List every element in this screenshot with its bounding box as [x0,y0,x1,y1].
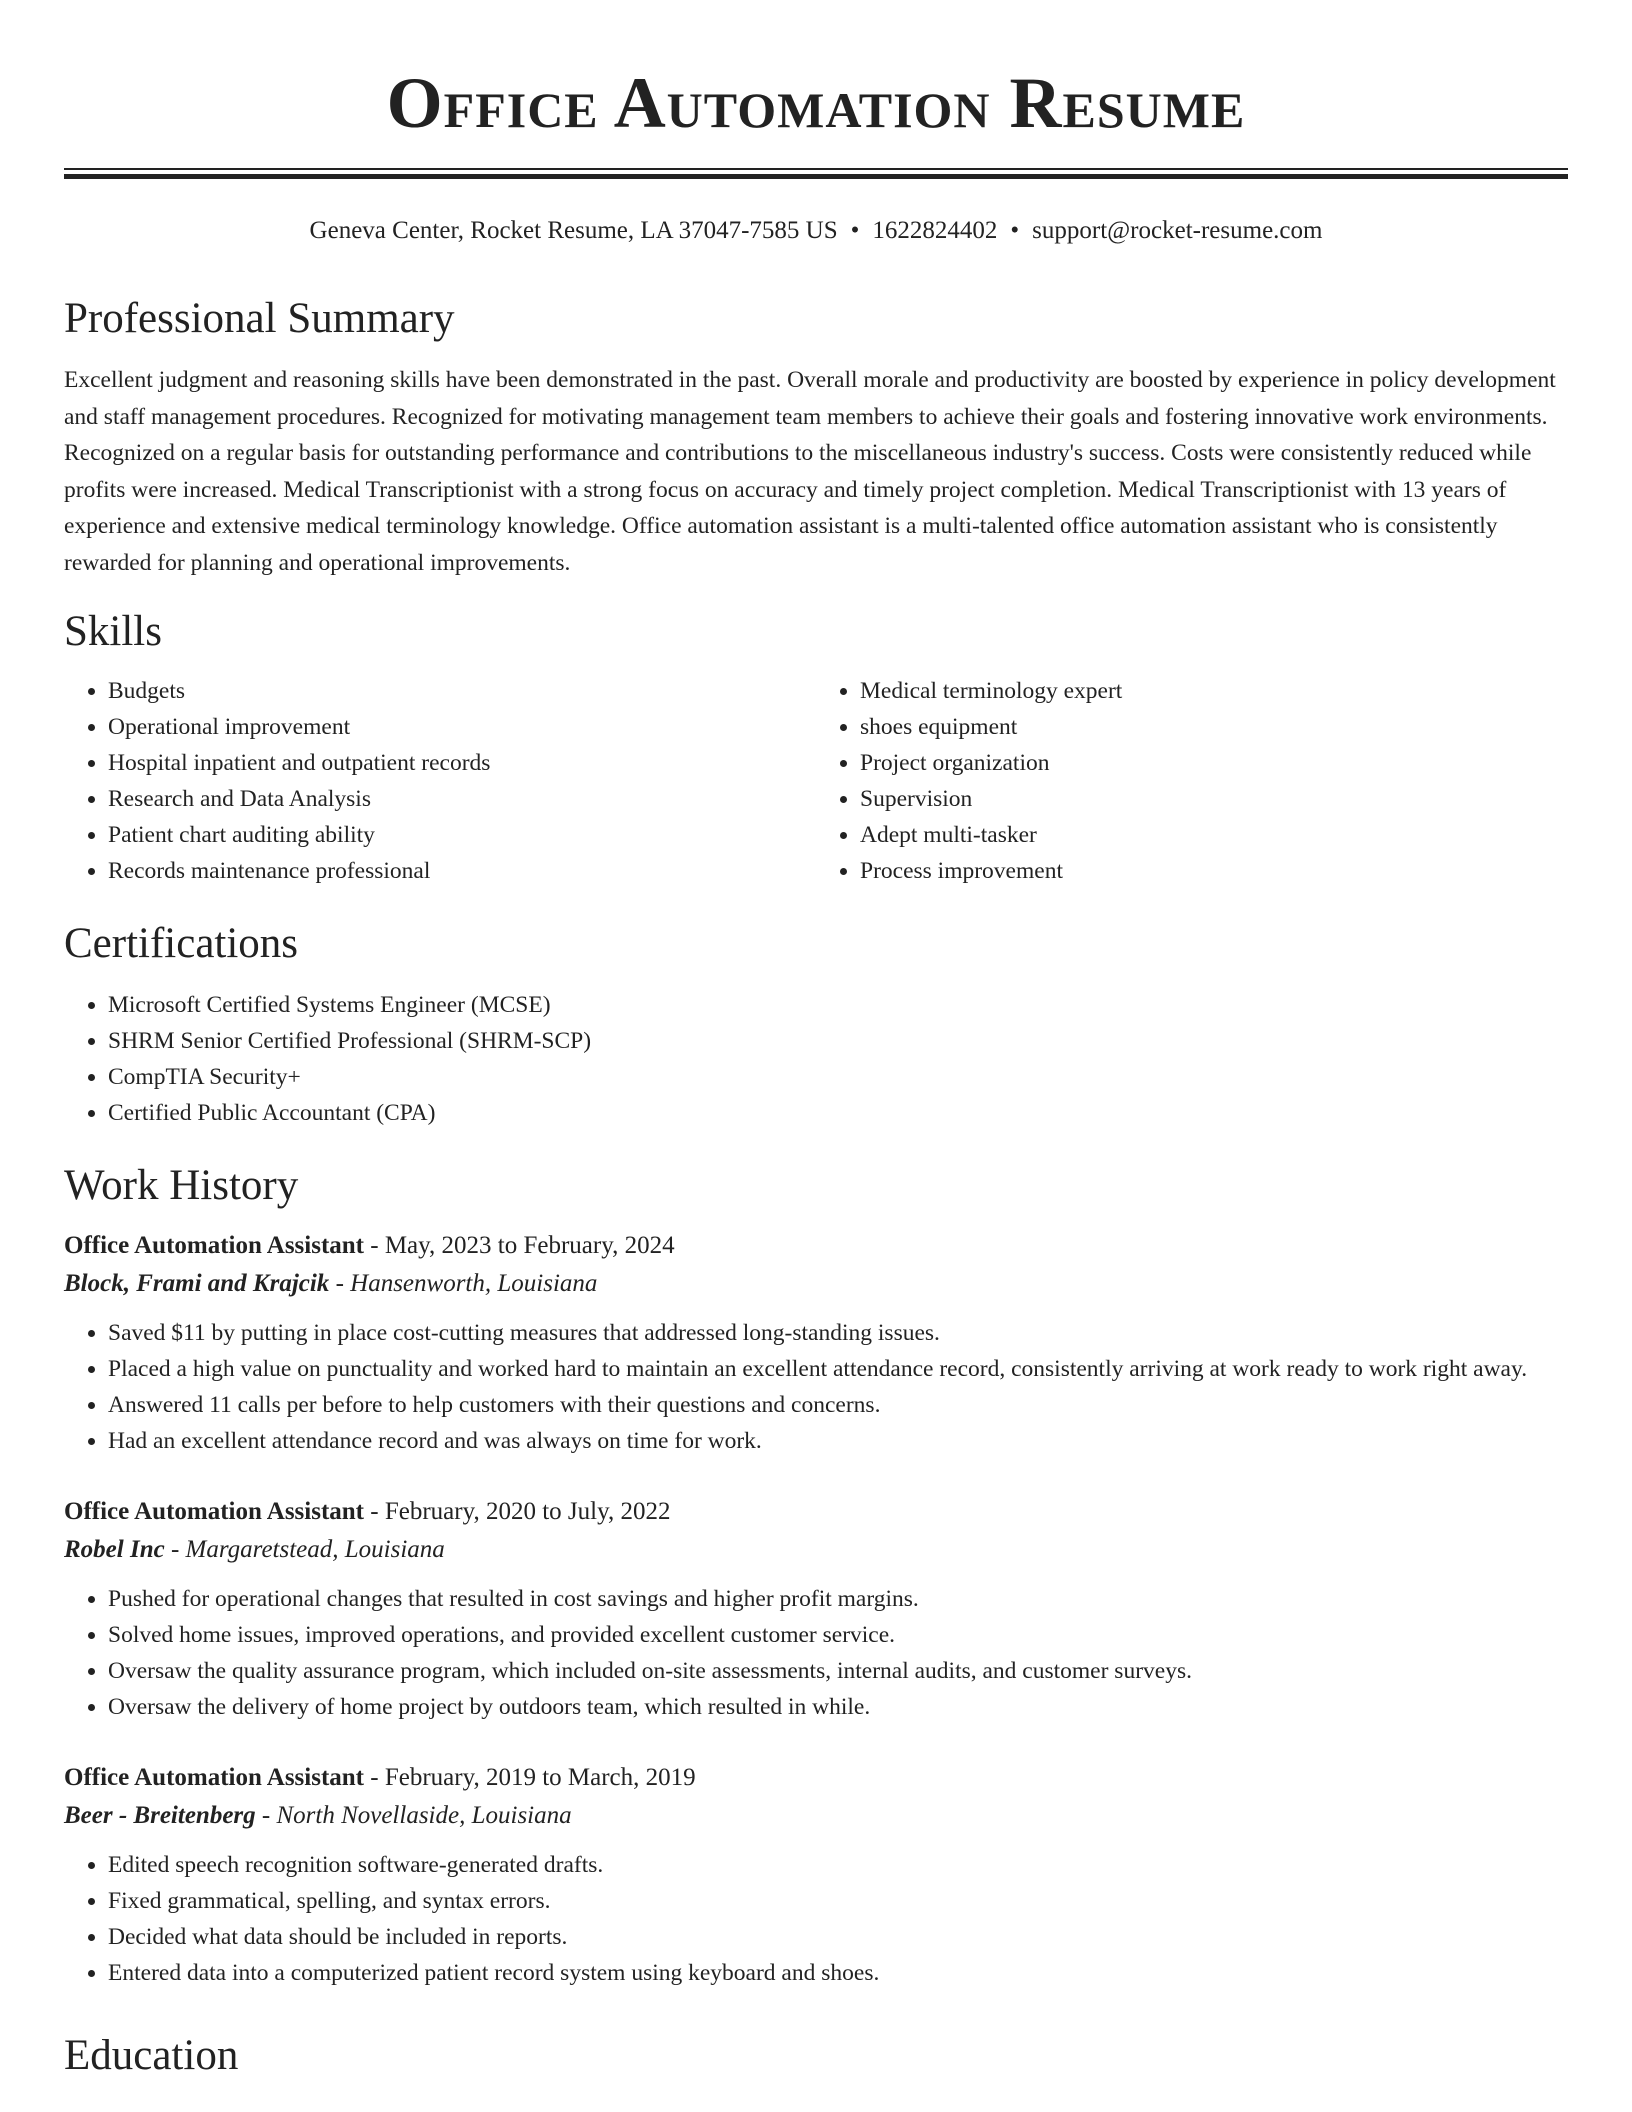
certification-item: • CompTIA Security+ [108,1059,1568,1095]
job-bullet: • Oversaw the delivery of home project by outdoors team, which resulted in while. [108,1689,1568,1725]
job-title-line [64,1493,1568,1531]
job-bullets [64,1315,1568,1459]
skill-item: • Medical terminology expert [860,673,1568,709]
skills-columns [64,673,1568,889]
job-company: Block, Frami and Krajcik [64,1270,330,1297]
job-title-line [64,1759,1568,1797]
skill-item: • Process improvement [860,853,1568,889]
section-heading-summary: Professional Summary [64,295,455,342]
job-title: Office Automation Assistant [64,1232,364,1259]
skill-item: • Adept multi-tasker [860,817,1568,853]
job-bullet: • Placed a high value on punctuality and worked hard to maintain an excellent attendance record, consistently arriving at work ready to work right away. [108,1351,1568,1387]
job-dates: - February, 2019 to March, 2019 [364,1764,696,1791]
resume-body [64,288,1568,2087]
job-bullet: • Oversaw the quality assurance program, which included on-site assessments, internal audits, and customer surveys. [108,1653,1568,1689]
title-divider-thin [64,168,1568,170]
section-heading-certifications: Certifications [64,920,299,967]
job-dates: - May, 2023 to February, 2024 [364,1232,675,1259]
job-location: - North Novellaside, Louisiana [255,1802,572,1829]
summary-text: Excellent judgment and reasoning skills have been demonstrated in the past. Overall morale and productivity are boosted by experience in policy development and staff management procedures. Recognized for motivating management team members to achieve their goals and fostering innovative work environments. Recognized on a regular basis for outstanding performance and contributions to the miscellaneous industry's success. Costs were consistently reduced while profits were increased. Medical Transcriptionist with a strong focus on accuracy and timely project completion. Medical Transcriptionist with 13 years of experience and extensive medical terminology knowledge. Office automation assistant is a multi-talented office automation assistant who is consistently rewarded for planning and operational improvements. [64,367,1556,576]
skill-item: • shoes equipment [860,709,1568,745]
page-title: Office Automation Resume [386,63,1246,143]
job-bullet: • Entered data into a computerized patient record system using keyboard and shoes. [108,1955,1568,1991]
skill-item: • Budgets [108,673,816,709]
skills-list-left [64,673,816,889]
job-bullet: • Pushed for operational changes that resulted in cost savings and higher profit margins. [108,1581,1568,1617]
section-heading-education: Education [64,2032,239,2079]
job-bullet: • Edited speech recognition software-generated drafts. [108,1847,1568,1883]
job-company: Beer - Breitenberg [64,1802,256,1829]
job-bullet: • Saved $11 by putting in place cost-cutting measures that addressed long-standing issues. [108,1315,1568,1351]
job-location: - Margaretstead, Louisiana [164,1536,445,1563]
job-title: Office Automation Assistant [64,1764,364,1791]
job-bullets [64,1581,1568,1725]
section-heading-skills: Skills [64,608,162,655]
skill-item: • Project organization [860,745,1568,781]
job-company-line [64,1265,1568,1303]
skill-item: • Research and Data Analysis [108,781,816,817]
job-bullets [64,1847,1568,1991]
job-entry [64,1493,1568,1725]
job-bullet: • Decided what data should be included in reports. [108,1919,1568,1955]
job-company: Robel Inc [64,1536,165,1563]
contact-phone: 1622824402 [872,217,998,244]
job-bullet: • Fixed grammatical, spelling, and syntax errors. [108,1883,1568,1919]
job-entry [64,1759,1568,1991]
certification-item: • SHRM Senior Certified Professional (SHRM-SCP) [108,1023,1568,1059]
job-bullet: • Had an excellent attendance record and was always on time for work. [108,1423,1568,1459]
certifications-list [64,987,1568,1131]
title-divider-thick [64,174,1568,179]
skill-item: • Supervision [860,781,1568,817]
certification-item: • Microsoft Certified Systems Engineer (MCSE) [108,987,1568,1023]
contact-email: support@rocket-resume.com [1032,217,1323,244]
contact-separator: • [1010,217,1020,244]
job-company-line [64,1797,1568,1835]
job-bullet: • Solved home issues, improved operations, and provided excellent customer service. [108,1617,1568,1653]
skills-list-right [816,673,1568,889]
job-location: - Hansenworth, Louisiana [329,1270,598,1297]
contact-line [0,214,1632,248]
skill-item: • Records maintenance professional [108,853,816,889]
job-dates: - February, 2020 to July, 2022 [364,1498,671,1525]
skill-item: • Patient chart auditing ability [108,817,816,853]
certification-item: • Certified Public Accountant (CPA) [108,1095,1568,1131]
contact-address: Geneva Center, Rocket Resume, LA 37047-7585 US [309,217,838,244]
section-heading-work-history: Work History [64,1162,299,1209]
job-title-line [64,1227,1568,1265]
job-bullet: • Answered 11 calls per before to help customers with their questions and concerns. [108,1387,1568,1423]
contact-separator: • [850,217,860,244]
skill-item: • Operational improvement [108,709,816,745]
job-title: Office Automation Assistant [64,1498,364,1525]
job-company-line [64,1531,1568,1569]
skill-item: • Hospital inpatient and outpatient records [108,745,816,781]
job-entry [64,1227,1568,1459]
